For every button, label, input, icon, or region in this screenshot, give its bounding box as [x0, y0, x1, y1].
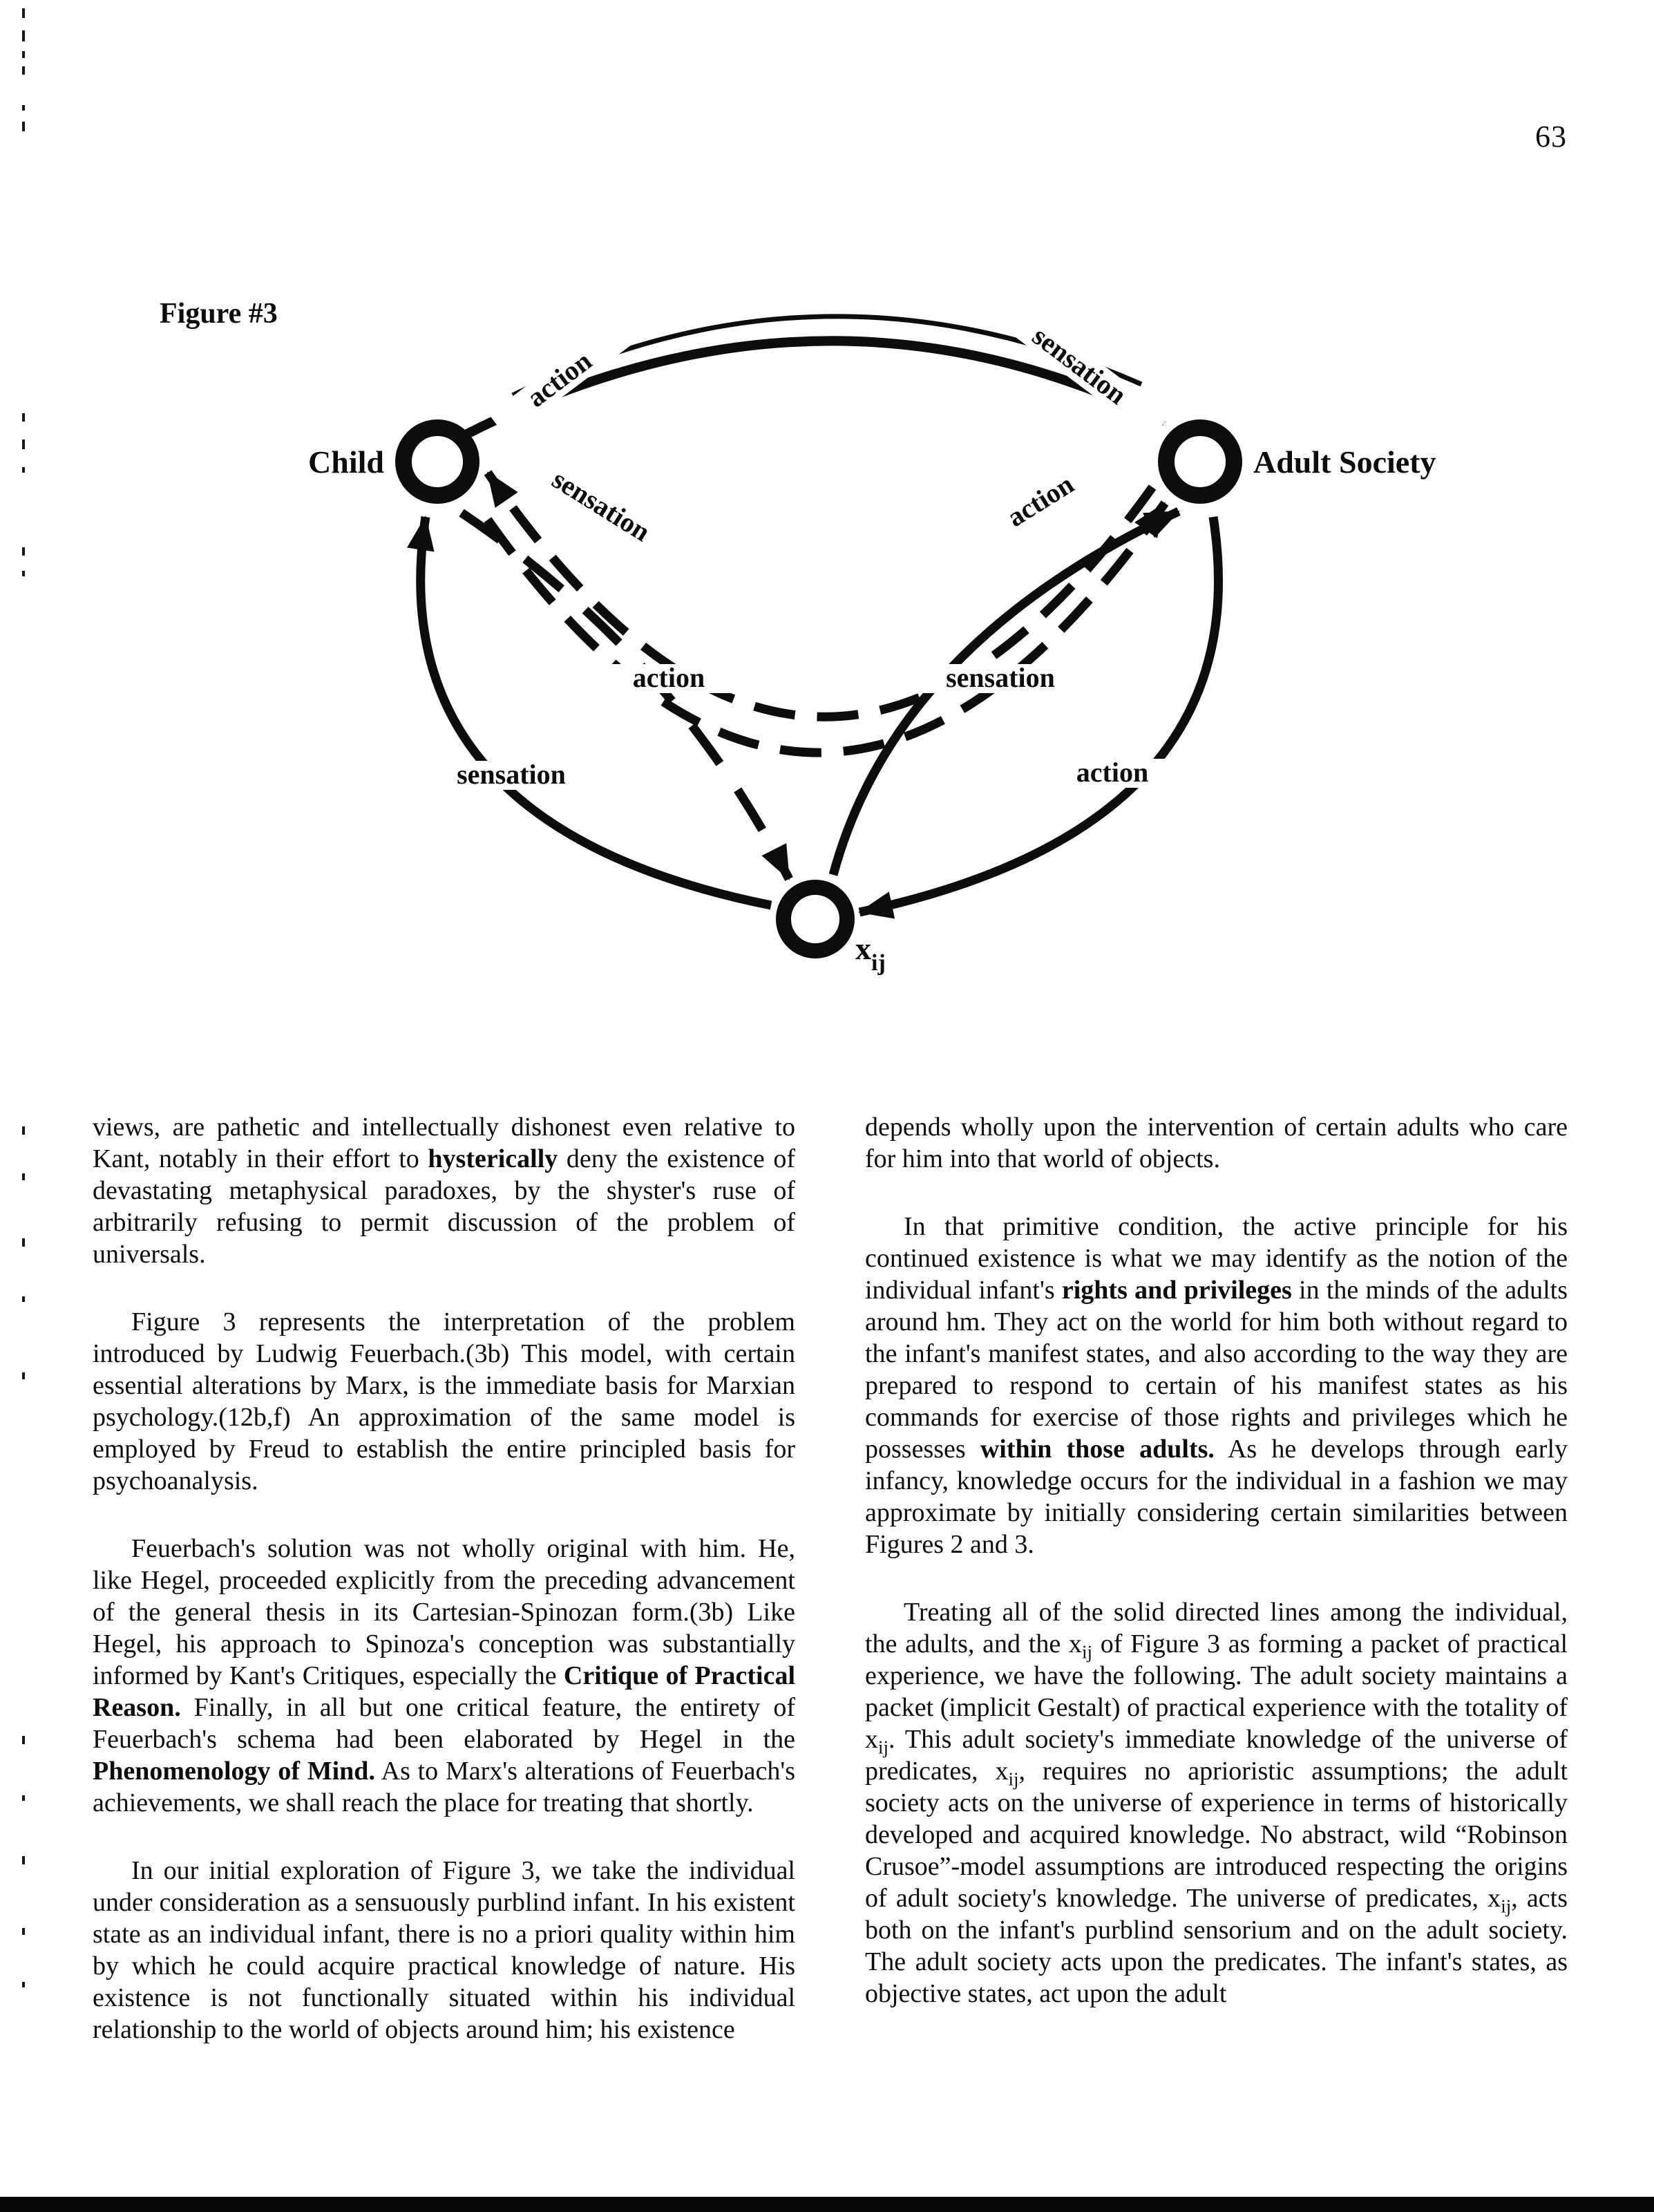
svg-text:sensation: sensation: [457, 759, 566, 791]
scan-artifact: [22, 413, 25, 422]
child-node-label: Child: [308, 444, 384, 480]
svg-text:action: action: [632, 662, 705, 694]
svg-text:sensation: sensation: [946, 662, 1055, 694]
scan-artifact: [22, 571, 25, 576]
edge-label-sensation-inner-right: [900, 662, 1101, 693]
scan-artifact: [22, 547, 25, 556]
adult-society-node: [1166, 428, 1234, 495]
scan-artifact: [22, 105, 25, 111]
scan-artifact: [22, 1928, 25, 1935]
paragraph: Figure 3 represents the interpretation of the problem introduced by Ludwig Feuerbach.(3b) This model, with certain essential alterations by Marx, is the immediate basis for Marxian psychology.(12b,f) An approximation of the same model is employed by Freud to establish the entire principled basis for psychoanalysis.: [93, 1307, 795, 1495]
paragraph: depends wholly upon the intervention of certain adults who care for him into that world of objects.: [865, 1113, 1568, 1173]
scan-artifact: [22, 66, 25, 75]
scan-artifact: [22, 439, 25, 449]
svg-text:action: action: [521, 345, 598, 413]
scan-artifact: [22, 1795, 25, 1801]
edge-sensation-xij-to-child: [421, 517, 771, 905]
scan-artifact: [22, 8, 25, 18]
scan-artifact: [22, 1126, 25, 1135]
svg-text:sensation: sensation: [1027, 320, 1133, 411]
scan-artifact: [22, 122, 25, 131]
scan-artifact: [22, 1982, 25, 1987]
xij-node: [783, 887, 847, 951]
edge-label-action-outer-right: [1036, 757, 1188, 788]
scan-artifact: [22, 1736, 25, 1744]
child-node: [403, 428, 471, 495]
scan-artifact: [22, 467, 25, 473]
paragraph: Feuerbach's solution was not wholly original with him. He, like Hegel, proceeded explicitly from the preceding advancement of the general thesis in its Cartesian-Spinozan form.(3b) Like Hegel, his approach to Spinoza's conception was substantially informed by Kant's Critiques, especially the Critique of Practical Reason. Finally, in all but one critical feature, the entirety of Feuerbach's schema had been elaborated by Hegel in the Phenomenology of Mind. As to Marx's alterations of Feuerbach's achievements, we shall reach the place for treating that shortly.: [93, 1534, 796, 1817]
scan-artifact: [22, 1296, 25, 1302]
svg-text:action: action: [1076, 757, 1149, 788]
scan-artifact: [22, 1856, 25, 1864]
text-column-right: [865, 1111, 1568, 2010]
svg-text:sensation: sensation: [546, 463, 656, 548]
paragraph: Treating all of the solid directed lines among the individual, the adults, and the $x_{ij}$ of Figure 3 as forming a packet of practical experience, we have the following. The adult society maintains a packet (implicit Gestalt) of practical experience with the totality of $x_{ij}$. This adult society's immediate knowledge of the universe of predicates, $x_{ij}$, requires no aprioristic assumptions; the adult society acts on the universe of experience in terms of historically developed and acquired knowledge. No abstract, wild “Robinson Crusoe”-model assumptions are introduced respecting the origins of adult society's knowledge. The universe of predicates, $x_{ij}$, acts both on the infant's purblind sensorium and on the adult society. The adult society acts upon the predicates. The infant's states, as objective states, act upon the adult: [865, 1598, 1568, 2008]
edge-label-action-middle: [967, 446, 1114, 556]
edge-label-action-inner-left: [593, 662, 745, 693]
scan-artifact: [22, 30, 25, 41]
edge-label-sensation-middle: [506, 438, 696, 574]
edge-label-sensation-outer-left: [410, 759, 612, 790]
svg-text:action: action: [1001, 468, 1079, 533]
scan-bottom-bar: [0, 2197, 1654, 2212]
paragraph: In our initial exploration of Figure 3, we take the individual under consideration as a sensuously purblind infant. In his existent state as an individual infant, there is no a priori quality within him by which he could acquire practical knowledge of nature. His existence is not functionally situated within his individual relationship to the world of objects around him; his existence: [93, 1856, 795, 2044]
figure-caption: Figure #3: [160, 298, 278, 330]
text-column-left: [93, 1111, 795, 2045]
scan-artifact: [22, 1173, 25, 1180]
edge-action-child-to-xij: [462, 513, 789, 879]
scan-artifact: [22, 1238, 25, 1247]
paragraph: views, are pathetic and intellectually dishonest even relative to Kant, notably in their effort to hysterically deny the existence of devastating metaphysical paradoxes, by the shyster's ruse of arbitrarily refusing to permit discussion of the problem of universals.: [93, 1113, 795, 1269]
scan-artifact: [22, 51, 25, 58]
xij-node-label: $x_{ij}$: [855, 931, 886, 976]
paragraph: In that primitive condition, the active principle for his continued existence is what we may identify as the notion of the individual infant's rights and privileges in the minds of the adults around hm. They act on the world for him both without regard to the infant's manifest states, and also according to the way they are prepared to respond to certain of his manifest states as his commands for exercise of those rights and privileges which he possesses within those adults. As he develops through early infancy, knowledge occurs for the individual in a fashion we may approximate by initially considering certain similarities between Figures 2 and 3.: [865, 1212, 1568, 1559]
page-number: 63: [1535, 120, 1567, 153]
scan-artifact: [22, 1372, 25, 1379]
figure-3-diagram: [0, 0, 1654, 1064]
adult-society-node-label: Adult Society: [1253, 444, 1436, 480]
